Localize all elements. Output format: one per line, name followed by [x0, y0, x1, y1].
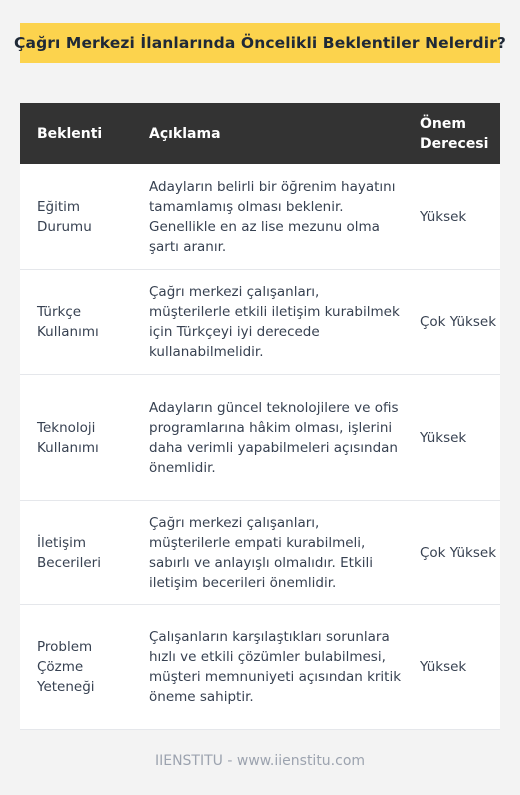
- importance-cell: Yüksek: [420, 659, 467, 675]
- importance-cell: Yüksek: [420, 208, 467, 225]
- expectation-cell: İletişim Becerileri: [37, 534, 101, 571]
- column-header-expectation: Beklenti: [37, 125, 103, 142]
- table-row: [20, 270, 500, 375]
- table-row: [20, 501, 500, 605]
- column-header-importance: Önem Derecesi: [420, 115, 489, 152]
- title-banner: [14, 23, 506, 63]
- page-title: Çağrı Merkezi İlanlarında Öncelikli Beklentiler Nelerdir?: [14, 34, 506, 52]
- importance-cell: Çok Yüksek: [420, 544, 497, 561]
- description-cell: Çalışanların karşılaştıkları sorunlara hızlı ve etkili çözümler bulabilmesi, müşteri memnuniyeti açısından kritik öneme sahiptir.: [149, 629, 402, 705]
- expectations-table: [20, 103, 500, 730]
- expectation-cell: Problem Çözme Yeteneği: [37, 639, 95, 695]
- table-row: [20, 164, 500, 270]
- description-cell: Çağrı merkezi çalışanları, müşterilerle etkili iletişim kurabilmek için Türkçeyi iyi derecede kullanabilmelidir.: [149, 284, 400, 360]
- expectation-cell: Eğitim Durumu: [37, 198, 92, 235]
- column-header-description: Açıklama: [149, 125, 221, 142]
- table-row: [20, 375, 500, 501]
- footer-text: IIENSTITU - www.iienstitu.com: [154, 753, 366, 769]
- expectation-cell: Teknoloji Kullanımı: [37, 419, 99, 456]
- description-cell: Çağrı merkezi çalışanları, müşterilerle empati kurabilmeli, sabırlı ve anlayışlı olmalıdır. Etkili iletişim becerileri önemlidir.: [149, 514, 374, 591]
- expectation-cell: Türkçe Kullanımı: [37, 304, 99, 340]
- description-cell: Adayların belirli bir öğrenim hayatını tamamlamış olması beklenir. Genellikle en az lise mezunu olma şartı aranır.: [149, 178, 396, 255]
- importance-cell: Yüksek: [420, 429, 467, 446]
- table-header-row: [20, 103, 500, 164]
- description-cell: Adayların güncel teknolojilere ve ofis programlarına hâkim olması, işlerini daha verimli yapabilmeleri açısından önemlidir.: [149, 399, 399, 476]
- table-row: [20, 605, 500, 730]
- importance-cell: Çok Yüksek: [420, 314, 497, 330]
